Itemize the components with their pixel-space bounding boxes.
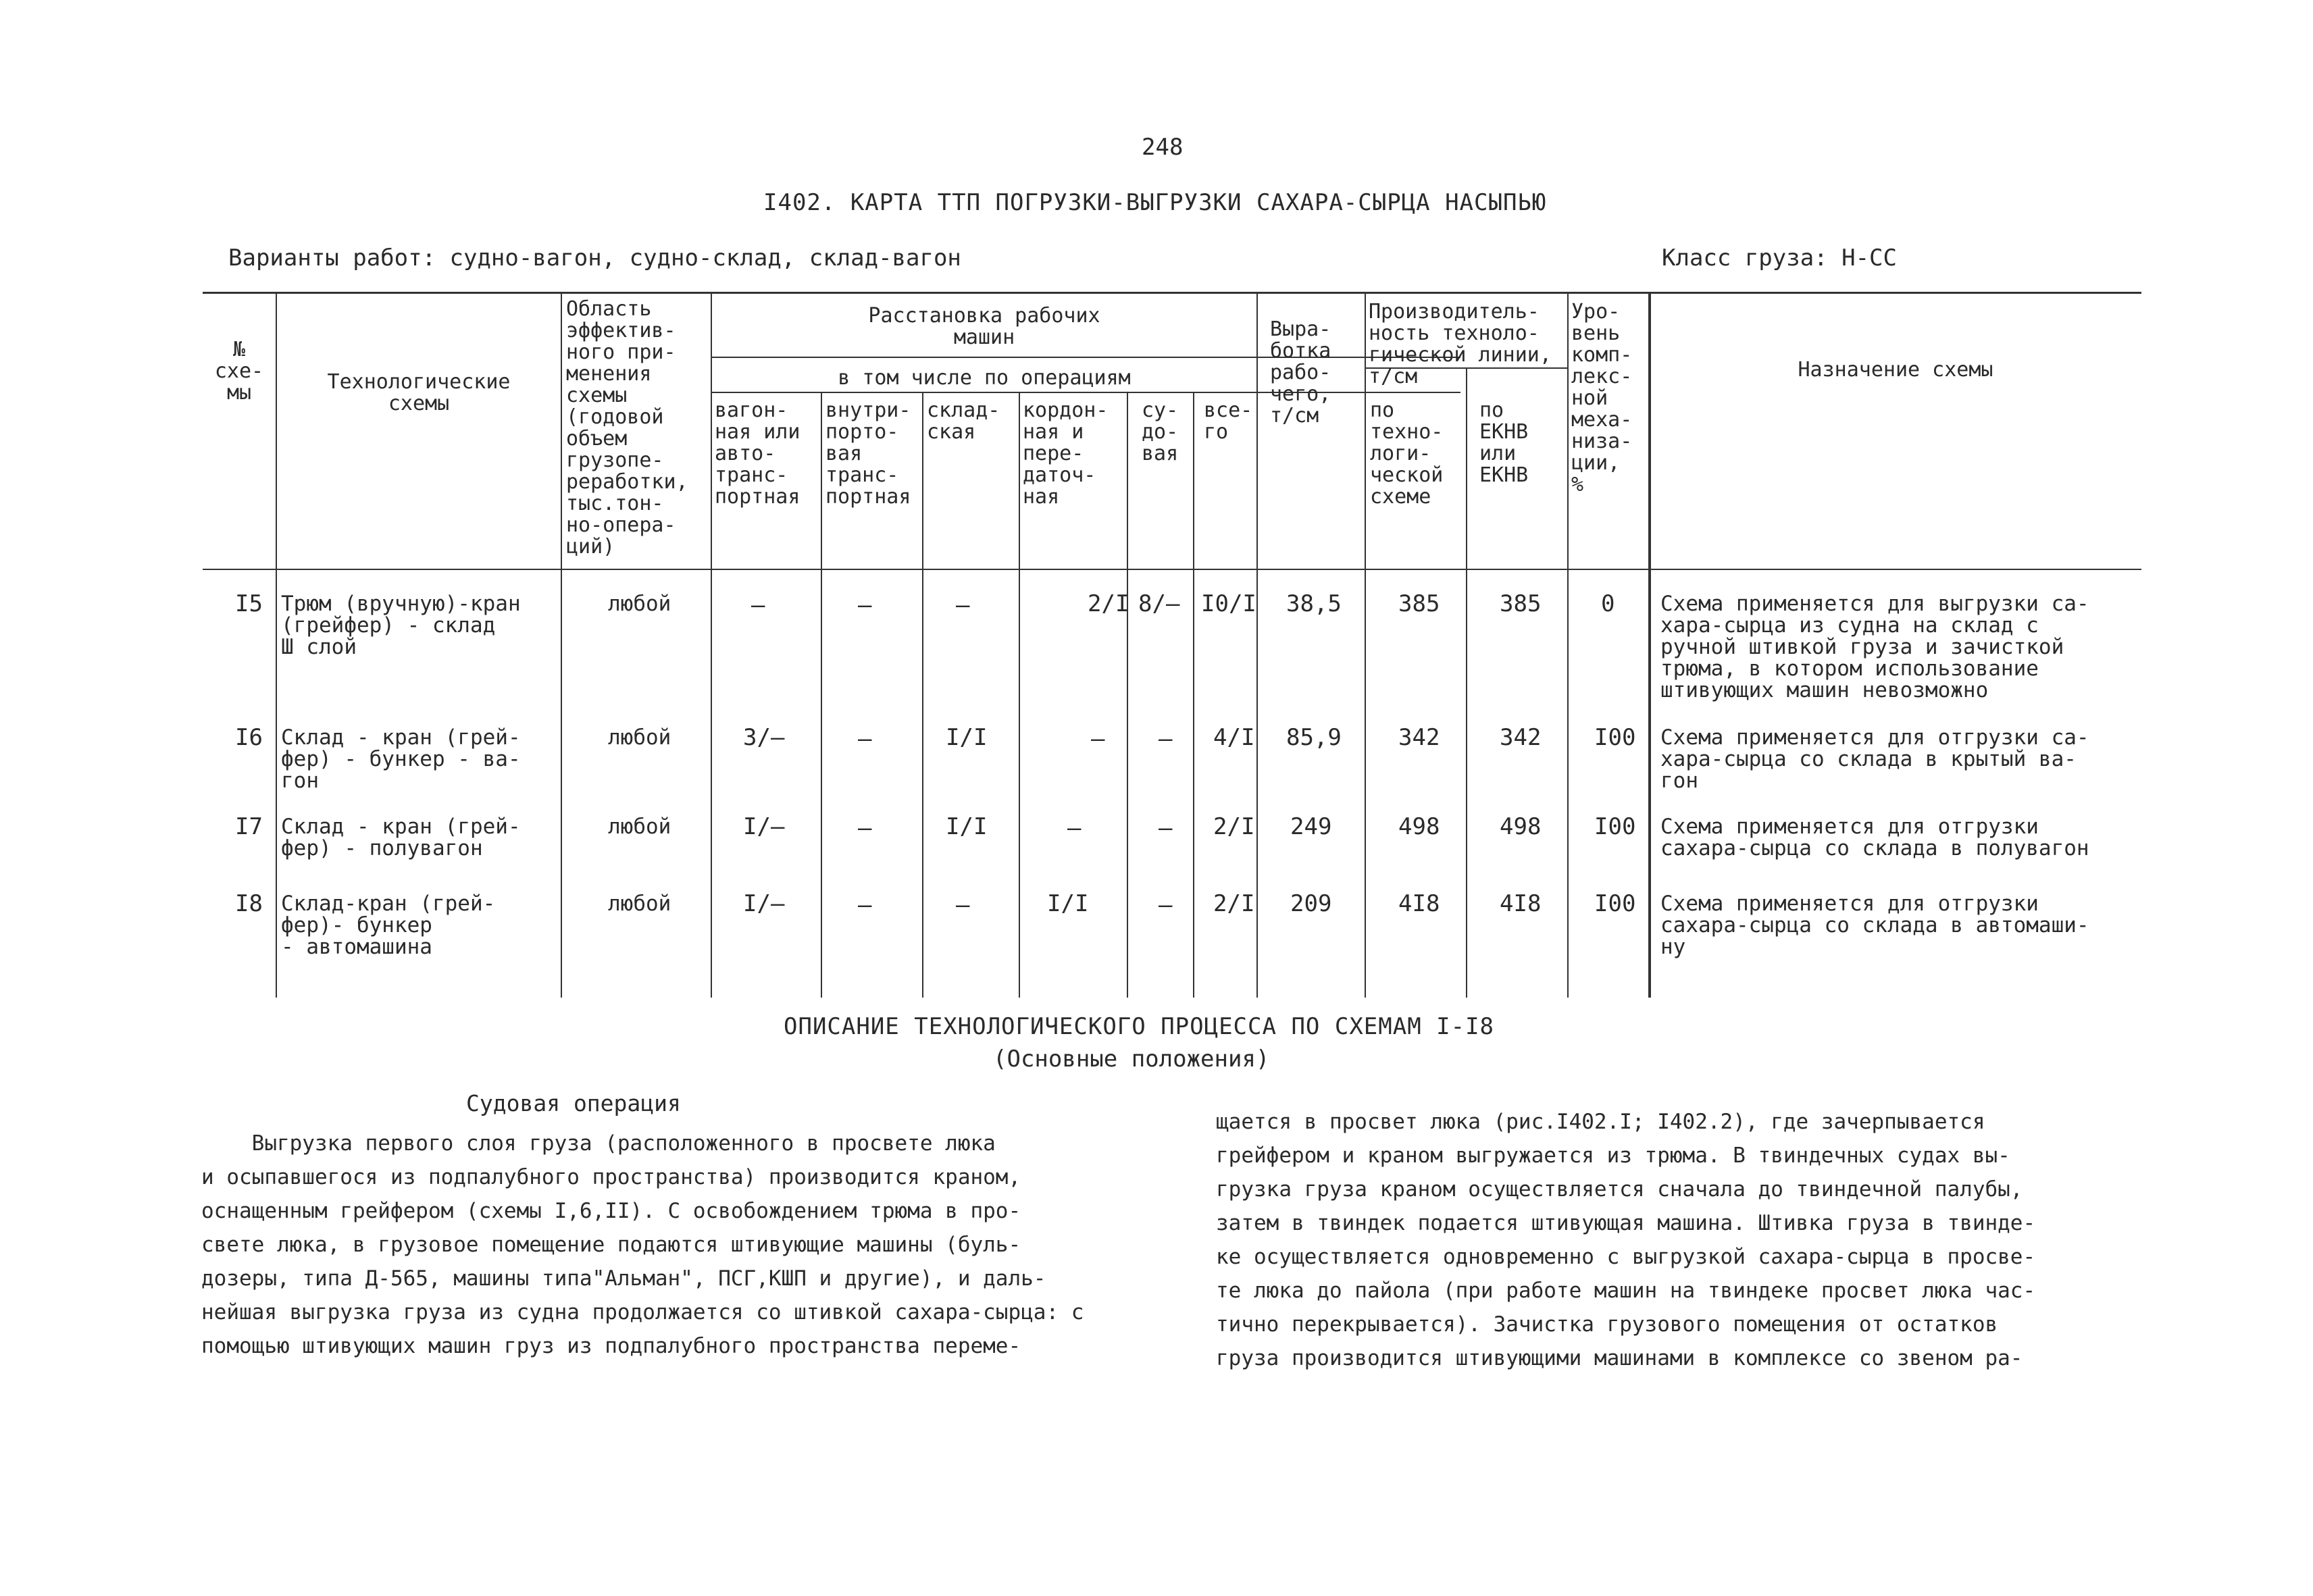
row-mechanization: I00 [1594,813,1636,840]
row-cordon: I/I [1047,890,1089,917]
row-ship: – [1159,815,1173,842]
row-area: любой [608,815,671,839]
section-heading: Судовая операция [466,1090,681,1116]
row-ship: – [1159,725,1173,752]
header-productivity: Производитель- ность техноло- гической линии, т/см [1369,300,1552,388]
row-by-ekhn: 342 [1500,724,1542,751]
row-scheme: Трюм (вручную)-кран (грейфер) - склад Ш слой [281,592,521,659]
row-scheme: Склад-кран (грей- фер)- бункер - автомашина [281,892,496,959]
row-internal: – [858,815,872,842]
row-scheme: Склад - кран (грей- фер) - бункер - ва- гон [281,725,521,793]
header-by-ekhn: по ЕКНВ или ЕКНВ [1479,398,1529,487]
row-cordon: – [1091,725,1105,752]
header-incl-ops: в том числе по операциям [838,366,1131,390]
description-left-column: Выгрузка первого слоя груза (расположенного в просвете люка и осыпавшегося из подпалубного пространства) производится краном, оснащенным грейфером (схемы I,6,II). С освобождением трюма в про- свете люка, в грузовое помещение подаются штивующие машины (буль- дозеры, типа Д-565, машины типа"Альман", ПСГ,КШП и другие), и даль- нейшая выгрузка груза из судна продолжается со штивкой сахара-сырца: с помощью штивующих машин груз из подпалубного пространства переме- [201,1131,1084,1358]
placement-subrule [711,357,1460,358]
header-mechanization: Уро- вень комп- лекс- ной меха- низа- ции, % [1571,300,1633,496]
row-internal: – [858,892,872,919]
col-rule [1466,367,1467,998]
row-by-scheme: 4I8 [1398,890,1440,917]
row-cordon: 2/I [1088,590,1129,617]
description-subtitle: (Основные положения) [993,1046,1270,1073]
col-rule [1019,392,1020,998]
col-rule [1127,392,1128,998]
cargo-class: Класс груза: Н-СС [1662,244,1897,272]
row-mechanization: 0 [1601,590,1615,617]
header-area: Область эффектив- ного при- менения схемы (годовой объем грузопе- реработки, тыс.тон- но-опера- ций) [566,297,688,559]
row-num: I5 [235,590,263,617]
header-schemes: Технологические схемы [327,370,511,415]
header-output: Выра- ботка рабо- чего, т/см [1270,317,1331,428]
description-title: ОПИСАНИЕ ТЕХНОЛОГИЧЕСКОГО ПРОЦЕССА ПО СХЕМАМ I-I8 [784,1013,1495,1040]
work-variants: Варианты работ: судно-вагон, судно-склад, склад-вагон [228,244,961,272]
description-right-column: щается в просвет люка (рис.I402.I; I402.2), где зачерпывается грейфером и краном выгружается из трюма. В твиндечных судах вы- грузка груза краном осуществляется сначала до твиндечной палубы, затем в твиндек подается штивующая машина. Штивка груза в твинде- ке осуществляется одновременно с выгрузкой сахара-сырца в просве- те люка до пайола (при работе машин на твиндеке просвет люка час- тично перекрывается). Зачистка грузового помещения от остатков груза производится штивующими машинами в комплексе со звеном ра- [1216,1110,2036,1370]
header-ship: су- до- вая [1142,398,1179,465]
row-purpose: Схема применяется для отгрузки сахара-сырца со склада в полувагон [1660,815,2089,860]
row-total: 4/I [1213,724,1255,751]
ops-subrule [711,392,1460,393]
header-bottom-rule [203,569,2141,570]
header-by-scheme: по техно- логи- ческой схеме [1370,398,1444,509]
row-output: 249 [1290,813,1332,840]
row-total: 2/I [1213,813,1255,840]
header-internal: внутри- порто- вая транс- портная [825,398,911,509]
row-output: 209 [1290,890,1332,917]
col-rule [561,292,562,998]
header-total: все- го [1204,398,1253,444]
row-by-scheme: 385 [1398,590,1440,617]
row-storage: I/I [946,813,988,840]
col-rule [1567,292,1569,998]
col-rule [1648,292,1651,998]
row-by-ekhn: 498 [1500,813,1542,840]
row-area: любой [608,592,671,616]
table-top-rule [203,292,2141,294]
header-num: № схе- мы [214,338,264,405]
row-internal: – [858,725,872,752]
col-rule [711,292,712,998]
row-by-ekhn: 4I8 [1500,890,1542,917]
row-num: I7 [235,813,263,840]
row-cordon: – [1067,815,1082,842]
header-placement: Расстановка рабочих машин [868,304,1100,349]
row-output: 38,5 [1286,590,1342,617]
row-wagon: 3/– [743,724,785,751]
row-area: любой [608,892,671,916]
row-scheme: Склад - кран (грей- фер) - полувагон [281,815,521,860]
row-by-ekhn: 385 [1500,590,1542,617]
header-storage: склад- ская [927,398,1000,444]
row-ship: 8/– [1138,590,1180,617]
row-total: 2/I [1213,890,1255,917]
row-total: I0/I [1201,590,1256,617]
row-mechanization: I00 [1594,724,1636,751]
row-wagon: I/– [743,890,785,917]
row-by-scheme: 498 [1398,813,1440,840]
row-storage: – [956,892,970,919]
row-purpose: Схема применяется для выгрузки са- хара-сырца из судна на склад с ручной штивкой груза и зачисткой трюма, в котором использование штивующих машин невозможно [1660,592,2089,702]
row-num: I6 [235,724,263,751]
ttp-table [203,292,2141,998]
row-output: 85,9 [1286,724,1342,751]
row-wagon: – [751,592,765,619]
header-wagon: вагон- ная или авто- транс- портная [715,398,800,509]
col-rule [1365,292,1366,998]
row-internal: – [858,592,872,619]
col-rule [922,392,923,998]
col-rule [1256,292,1258,998]
row-num: I8 [235,890,263,917]
col-rule [1193,392,1194,998]
row-ship: – [1159,892,1173,919]
row-purpose: Схема применяется для отгрузки са- хара-сырца со склада в крытый ва- гон [1660,725,2089,793]
row-mechanization: I00 [1594,890,1636,917]
row-area: любой [608,725,671,750]
row-storage: – [956,592,970,619]
row-purpose: Схема применяется для отгрузки сахара-сырца со склада в автомаши- ну [1660,892,2089,959]
document-title: I402. КАРТА ТТП ПОГРУЗКИ-ВЫГРУЗКИ САХАРА-СЫРЦА НАСЫПЬЮ [763,189,1547,216]
page-number: 248 [1142,134,1184,161]
row-storage: I/I [946,724,988,751]
header-purpose: Назначение схемы [1798,358,1993,382]
row-by-scheme: 342 [1398,724,1440,751]
col-rule [821,392,822,998]
row-wagon: I/– [743,813,785,840]
header-cordon: кордон- ная и пере- даточ- ная [1023,398,1109,509]
